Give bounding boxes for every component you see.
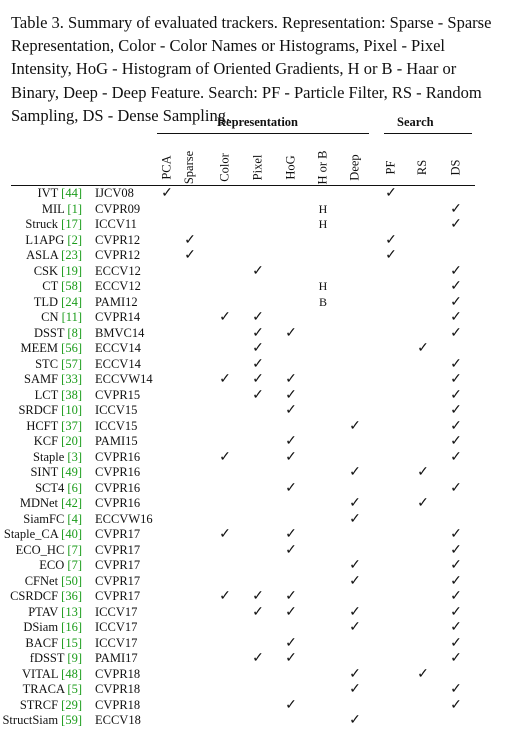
tracker-name-text: ECO_HC <box>15 542 68 557</box>
tracker-name <box>37 186 82 202</box>
checkmark-icon: ✓ <box>450 542 462 558</box>
tracker-name-text: KCF <box>33 434 62 448</box>
tracker-venue: CVPR15 <box>95 387 141 402</box>
tracker-name-text: ECO <box>39 558 68 572</box>
checkmark-icon: ✓ <box>450 434 462 449</box>
citation-link[interactable]: [58] <box>61 279 82 293</box>
tracker-name-text: Staple_CA <box>3 527 62 541</box>
tracker-venue: CVPR09 <box>95 201 141 216</box>
column-header-h-or-b <box>314 149 332 185</box>
feature-code: H <box>318 279 328 293</box>
tracker-venue: ECCV14 <box>95 341 141 355</box>
tracker-name-text: Struck <box>25 217 62 231</box>
tracker-venue: ICCV17 <box>95 635 138 650</box>
table-row <box>0 295 515 311</box>
citation-link[interactable]: [36] <box>61 589 82 603</box>
citation-link[interactable]: [23] <box>61 248 82 262</box>
tracker-venue: CVPR16 <box>95 496 141 510</box>
citation-link[interactable]: [49] <box>61 465 82 479</box>
checkmark-icon: ✓ <box>349 604 361 620</box>
checkmark-icon: ✓ <box>285 527 297 542</box>
feature-code: B <box>318 294 327 309</box>
table-row <box>0 558 515 574</box>
checkmark-icon: ✓ <box>385 248 397 263</box>
tracker-name-text: L1APG <box>25 232 68 247</box>
citation-link[interactable]: [16] <box>61 620 82 634</box>
tracker-venue: CVPR12 <box>95 232 141 247</box>
citation-link[interactable]: [59] <box>61 713 82 727</box>
table-row <box>0 202 515 218</box>
checkmark-icon: ✓ <box>349 682 361 697</box>
citation-link[interactable]: [8] <box>67 325 82 340</box>
column-header-label: HoG <box>283 154 298 180</box>
checkmark-icon: ✓ <box>252 310 264 325</box>
checkmark-icon: ✓ <box>349 418 361 434</box>
tracker-name <box>25 636 82 652</box>
checkmark-icon: ✓ <box>417 341 429 356</box>
tracker-venue: CVPR17 <box>95 527 141 541</box>
citation-link[interactable]: [17] <box>61 217 82 231</box>
checkmark-icon: ✓ <box>285 697 297 713</box>
checkmark-icon: ✓ <box>417 496 429 511</box>
table-row <box>0 326 515 342</box>
column-header-label: Pixel <box>250 154 265 180</box>
representation-group-header: Representation <box>217 115 299 129</box>
tracker-name-text: PTAV <box>28 604 62 619</box>
table-row <box>0 620 515 636</box>
tracker-name <box>42 202 82 218</box>
checkmark-icon: ✓ <box>252 651 264 666</box>
tracker-venue: CVPR16 <box>95 449 141 464</box>
column-header-ds <box>447 149 465 185</box>
checkmark-icon: ✓ <box>285 325 297 341</box>
column-header-pixel <box>249 149 267 185</box>
table-row <box>0 682 515 698</box>
tracker-name <box>23 682 82 698</box>
citation-link[interactable]: [48] <box>61 666 82 681</box>
checkmark-icon: ✓ <box>219 527 231 542</box>
table-row <box>0 341 515 357</box>
citation-link[interactable]: [42] <box>61 496 82 510</box>
tracker-venue: CVPR18 <box>95 697 141 712</box>
table-row <box>0 217 515 233</box>
tracker-name-text: LCT <box>34 387 62 402</box>
column-header-label: H or B <box>315 149 330 185</box>
checkmark-icon: ✓ <box>285 589 297 604</box>
checkmark-icon: ✓ <box>450 573 462 589</box>
checkmark-icon: ✓ <box>450 589 462 604</box>
table-row <box>0 279 515 295</box>
tracker-venue: CVPR18 <box>95 666 141 681</box>
table-row <box>0 233 515 249</box>
tracker-venue: CVPR17 <box>95 589 141 603</box>
table-row <box>0 357 515 373</box>
tracker-venue: ECCV14 <box>95 356 141 371</box>
citation-link[interactable]: [9] <box>67 651 82 665</box>
tracker-name-text: SiamFC <box>23 511 68 526</box>
tracker-name-text: ASLA <box>26 248 62 262</box>
table-row <box>0 419 515 435</box>
citation-link[interactable]: [6] <box>67 480 82 495</box>
citation-link[interactable]: [29] <box>61 697 82 712</box>
checkmark-icon: ✓ <box>349 465 361 480</box>
tracker-name <box>34 434 82 450</box>
citation-link[interactable]: [50] <box>61 573 82 588</box>
tracker-name <box>2 713 82 729</box>
checkmark-icon: ✓ <box>385 232 397 248</box>
tracker-name <box>16 543 82 559</box>
table-row <box>0 434 515 450</box>
table-row <box>0 481 515 497</box>
tracker-name-text: IVT <box>37 186 62 200</box>
column-header-label: Color <box>217 152 232 182</box>
checkmark-icon: ✓ <box>252 263 264 279</box>
citation-link[interactable]: [2] <box>67 232 82 247</box>
citation-link[interactable]: [20] <box>61 434 82 448</box>
checkmark-icon: ✓ <box>450 527 462 542</box>
citation-link[interactable]: [5] <box>67 682 82 696</box>
table-row <box>0 651 515 667</box>
checkmark-icon: ✓ <box>349 620 361 635</box>
tracker-name-text: STRCF <box>19 697 62 712</box>
table-row <box>0 450 515 466</box>
table-caption: Table 3. Summary of evaluated trackers. Representation: Sparse - Sparse Representation, Color - Color Names or Histograms, Pixel - Pixel Intensity, HoG - Histogram of Oriented Gradients, H or B - Haar or Binary, Deep - Deep Feature. Search: PF - Particle Filter, RS - Random Sampling, DS - Dense Sampling. <box>11 13 492 125</box>
checkmark-icon: ✓ <box>450 294 462 310</box>
citation-link[interactable]: [11] <box>61 310 82 324</box>
tracker-name-text: TLD <box>33 294 62 309</box>
checkmark-icon: ✓ <box>450 356 462 372</box>
tracker-name-text: SAMF <box>24 372 62 386</box>
tracker-name-text: BACF <box>25 635 62 650</box>
column-header-rs <box>414 149 432 185</box>
checkmark-icon: ✓ <box>450 620 462 635</box>
checkmark-icon: ✓ <box>161 186 173 201</box>
checkmark-icon: ✓ <box>252 604 264 620</box>
tracker-venue: ICCV15 <box>95 403 138 417</box>
citation-link[interactable]: [38] <box>61 387 82 402</box>
citation-link[interactable]: [56] <box>61 341 82 355</box>
table-row <box>0 310 515 326</box>
checkmark-icon: ✓ <box>219 372 231 387</box>
table-row <box>0 403 515 419</box>
checkmark-icon: ✓ <box>184 232 196 248</box>
tracker-venue: CVPR14 <box>95 310 141 324</box>
tracker-venue: ECCV18 <box>95 713 141 727</box>
column-header-deep <box>346 149 364 185</box>
citation-link[interactable]: [10] <box>61 403 82 417</box>
checkmark-icon: ✓ <box>450 697 462 713</box>
checkmark-icon: ✓ <box>450 325 462 341</box>
checkmark-icon: ✓ <box>450 682 462 697</box>
table-row <box>0 574 515 590</box>
table-row <box>0 186 515 202</box>
feature-code: H <box>318 217 328 231</box>
table-row <box>0 713 515 729</box>
checkmark-icon: ✓ <box>417 666 429 682</box>
table-row <box>0 372 515 388</box>
tracker-name <box>33 450 82 466</box>
checkmark-icon: ✓ <box>349 666 361 682</box>
feature-code: H <box>318 201 328 216</box>
tracker-name <box>23 620 82 636</box>
checkmark-icon: ✓ <box>349 713 361 728</box>
checkmark-icon: ✓ <box>450 310 462 325</box>
tracker-name <box>25 233 82 249</box>
tracker-name <box>20 496 82 512</box>
tracker-name-text: DSST <box>33 325 68 340</box>
table-row <box>0 248 515 264</box>
table-row <box>0 698 515 714</box>
tracker-name-text: CSRDCF <box>10 589 62 603</box>
tracker-name-text: DSiam <box>23 620 62 634</box>
tracker-name-text: HCFT <box>26 418 62 433</box>
checkmark-icon: ✓ <box>450 279 462 294</box>
checkmark-icon: ✓ <box>285 449 297 465</box>
checkmark-icon: ✓ <box>450 604 462 620</box>
tracker-venue: ICCV17 <box>95 620 138 634</box>
search-group-rule <box>384 133 472 134</box>
checkmark-icon: ✓ <box>285 372 297 387</box>
tracker-name <box>4 527 82 543</box>
checkmark-icon: ✓ <box>349 496 361 511</box>
tracker-name-text: CT <box>42 279 62 293</box>
citation-link[interactable]: [40] <box>61 527 82 541</box>
table-row <box>0 543 515 559</box>
checkmark-icon: ✓ <box>450 635 462 651</box>
table-row <box>0 512 515 528</box>
checkmark-icon: ✓ <box>285 635 297 651</box>
tracker-venue: CVPR12 <box>95 248 141 262</box>
checkmark-icon: ✓ <box>285 403 297 418</box>
tracker-venue: ECCV12 <box>95 263 141 278</box>
table-row <box>0 388 515 404</box>
checkmark-icon: ✓ <box>450 558 462 573</box>
checkmark-icon: ✓ <box>450 418 462 434</box>
tracker-name <box>22 667 82 683</box>
checkmark-icon: ✓ <box>417 465 429 480</box>
table-row <box>0 264 515 280</box>
checkmark-icon: ✓ <box>450 480 462 496</box>
tracker-name <box>35 481 82 497</box>
citation-link[interactable]: [19] <box>61 263 82 278</box>
table-row <box>0 589 515 605</box>
citation-link[interactable]: [7] <box>67 558 82 572</box>
tracker-name <box>20 698 82 714</box>
citation-link[interactable]: [13] <box>61 604 82 619</box>
tracker-name <box>26 419 82 435</box>
tracker-venue: CVPR17 <box>95 542 141 557</box>
checkmark-icon: ✓ <box>285 651 297 666</box>
table-row <box>0 465 515 481</box>
tracker-name-text: Staple <box>33 449 68 464</box>
tracker-venue: CVPR16 <box>95 480 141 495</box>
tracker-venue: CVPR18 <box>95 682 141 696</box>
tracker-venue: IJCV08 <box>95 186 134 200</box>
tracker-name-text: SCT4 <box>35 480 68 495</box>
tracker-name-text: CFNet <box>24 573 62 588</box>
tracker-name-text: VITAL <box>22 666 62 681</box>
checkmark-icon: ✓ <box>349 573 361 589</box>
tracker-name <box>21 341 82 357</box>
checkmark-icon: ✓ <box>450 387 462 403</box>
tracker-name-text: TRACA <box>22 682 68 696</box>
tracker-name <box>25 217 82 233</box>
table-row <box>0 636 515 652</box>
tracker-venue: ECCVW16 <box>95 511 153 526</box>
column-header-label: RS <box>415 159 430 175</box>
column-header-label: Sparse <box>182 150 197 184</box>
citation-link[interactable]: [3] <box>67 449 82 464</box>
tracker-name <box>18 403 82 419</box>
checkmark-icon: ✓ <box>252 325 264 341</box>
checkmark-icon: ✓ <box>252 372 264 387</box>
column-header-label: PF <box>383 160 398 174</box>
citation-link[interactable]: [24] <box>61 294 82 309</box>
tracker-name-text: CN <box>41 310 62 324</box>
checkmark-icon: ✓ <box>285 542 297 558</box>
representation-group-rule <box>157 133 369 134</box>
tracker-name <box>28 605 82 621</box>
checkmark-icon: ✓ <box>219 310 231 325</box>
table-row <box>0 496 515 512</box>
checkmark-icon: ✓ <box>219 449 231 465</box>
tracker-name-text: MEEM <box>20 341 62 355</box>
checkmark-icon: ✓ <box>252 589 264 604</box>
tracker-name <box>41 310 82 326</box>
tracker-venue: CVPR16 <box>95 465 141 479</box>
checkmark-icon: ✓ <box>219 589 231 604</box>
tracker-name-text: SRDCF <box>18 403 62 417</box>
column-header-pf <box>382 149 400 185</box>
tracker-name-text: MIL <box>41 201 68 216</box>
tracker-name-text: fDSST <box>29 651 68 665</box>
checkmark-icon: ✓ <box>385 186 397 201</box>
tracker-name <box>35 388 82 404</box>
tracker-venue: CVPR17 <box>95 558 141 572</box>
checkmark-icon: ✓ <box>349 511 361 527</box>
citation-link[interactable]: [57] <box>61 356 82 371</box>
tracker-venue: ECCV12 <box>95 279 141 293</box>
checkmark-icon: ✓ <box>252 341 264 356</box>
tracker-name-text: SINT <box>30 465 62 479</box>
citation-link[interactable]: [1] <box>67 201 82 216</box>
tracker-name-text: CSK <box>33 263 62 278</box>
tracker-name <box>24 372 82 388</box>
column-header-color <box>216 149 234 185</box>
column-header-label: Deep <box>347 153 362 181</box>
checkmark-icon: ✓ <box>450 403 462 418</box>
checkmark-icon: ✓ <box>285 387 297 403</box>
column-header-label: DS <box>448 159 463 175</box>
citation-link[interactable]: [37] <box>61 418 82 433</box>
tracker-venue: BMVC14 <box>95 325 145 340</box>
citation-link[interactable]: [7] <box>67 542 82 557</box>
tracker-name-text: STC <box>35 356 62 371</box>
tracker-name <box>35 357 82 373</box>
table-row <box>0 667 515 683</box>
tracker-name <box>34 295 82 311</box>
tracker-venue: ECCVW14 <box>95 372 153 386</box>
column-header-hog <box>282 149 300 185</box>
checkmark-icon: ✓ <box>285 604 297 620</box>
checkmark-icon: ✓ <box>184 248 196 263</box>
checkmark-icon: ✓ <box>450 263 462 279</box>
checkmark-icon: ✓ <box>450 201 462 217</box>
tracker-name <box>10 589 82 605</box>
column-header-pca <box>158 149 176 185</box>
citation-link[interactable]: [44] <box>61 186 82 200</box>
tracker-name <box>23 512 82 528</box>
tracker-venue: ICCV11 <box>95 217 137 231</box>
tracker-name <box>34 326 82 342</box>
citation-link[interactable]: [15] <box>61 635 82 650</box>
tracker-name <box>25 574 82 590</box>
tracker-venue: PAMI17 <box>95 651 138 665</box>
checkmark-icon: ✓ <box>252 387 264 403</box>
tracker-name-text: StructSiam <box>2 713 62 727</box>
tracker-venue: ICCV17 <box>95 604 138 619</box>
checkmark-icon: ✓ <box>450 372 462 387</box>
checkmark-icon: ✓ <box>450 217 462 232</box>
checkmark-icon: ✓ <box>252 356 264 372</box>
tracker-name <box>26 248 82 264</box>
checkmark-icon: ✓ <box>285 480 297 496</box>
tracker-name <box>30 465 82 481</box>
tracker-venue: ICCV15 <box>95 418 138 433</box>
checkmark-icon: ✓ <box>349 558 361 573</box>
checkmark-icon: ✓ <box>450 651 462 666</box>
tracker-name-text: MDNet <box>19 496 62 510</box>
column-header-sparse <box>181 149 199 185</box>
tracker-venue: CVPR17 <box>95 573 141 588</box>
tracker-name <box>42 279 82 295</box>
tracker-venue: PAMI15 <box>95 434 138 448</box>
column-header-label: PCA <box>159 154 174 180</box>
citation-link[interactable]: [33] <box>61 372 82 386</box>
table-row <box>0 527 515 543</box>
table-row <box>0 605 515 621</box>
checkmark-icon: ✓ <box>450 449 462 465</box>
citation-link[interactable]: [4] <box>67 511 82 526</box>
tracker-name <box>30 651 82 667</box>
tracker-venue: PAMI12 <box>95 294 138 309</box>
checkmark-icon: ✓ <box>285 434 297 449</box>
search-group-header: Search <box>397 115 434 129</box>
tracker-name <box>34 264 82 280</box>
tracker-name <box>39 558 82 574</box>
